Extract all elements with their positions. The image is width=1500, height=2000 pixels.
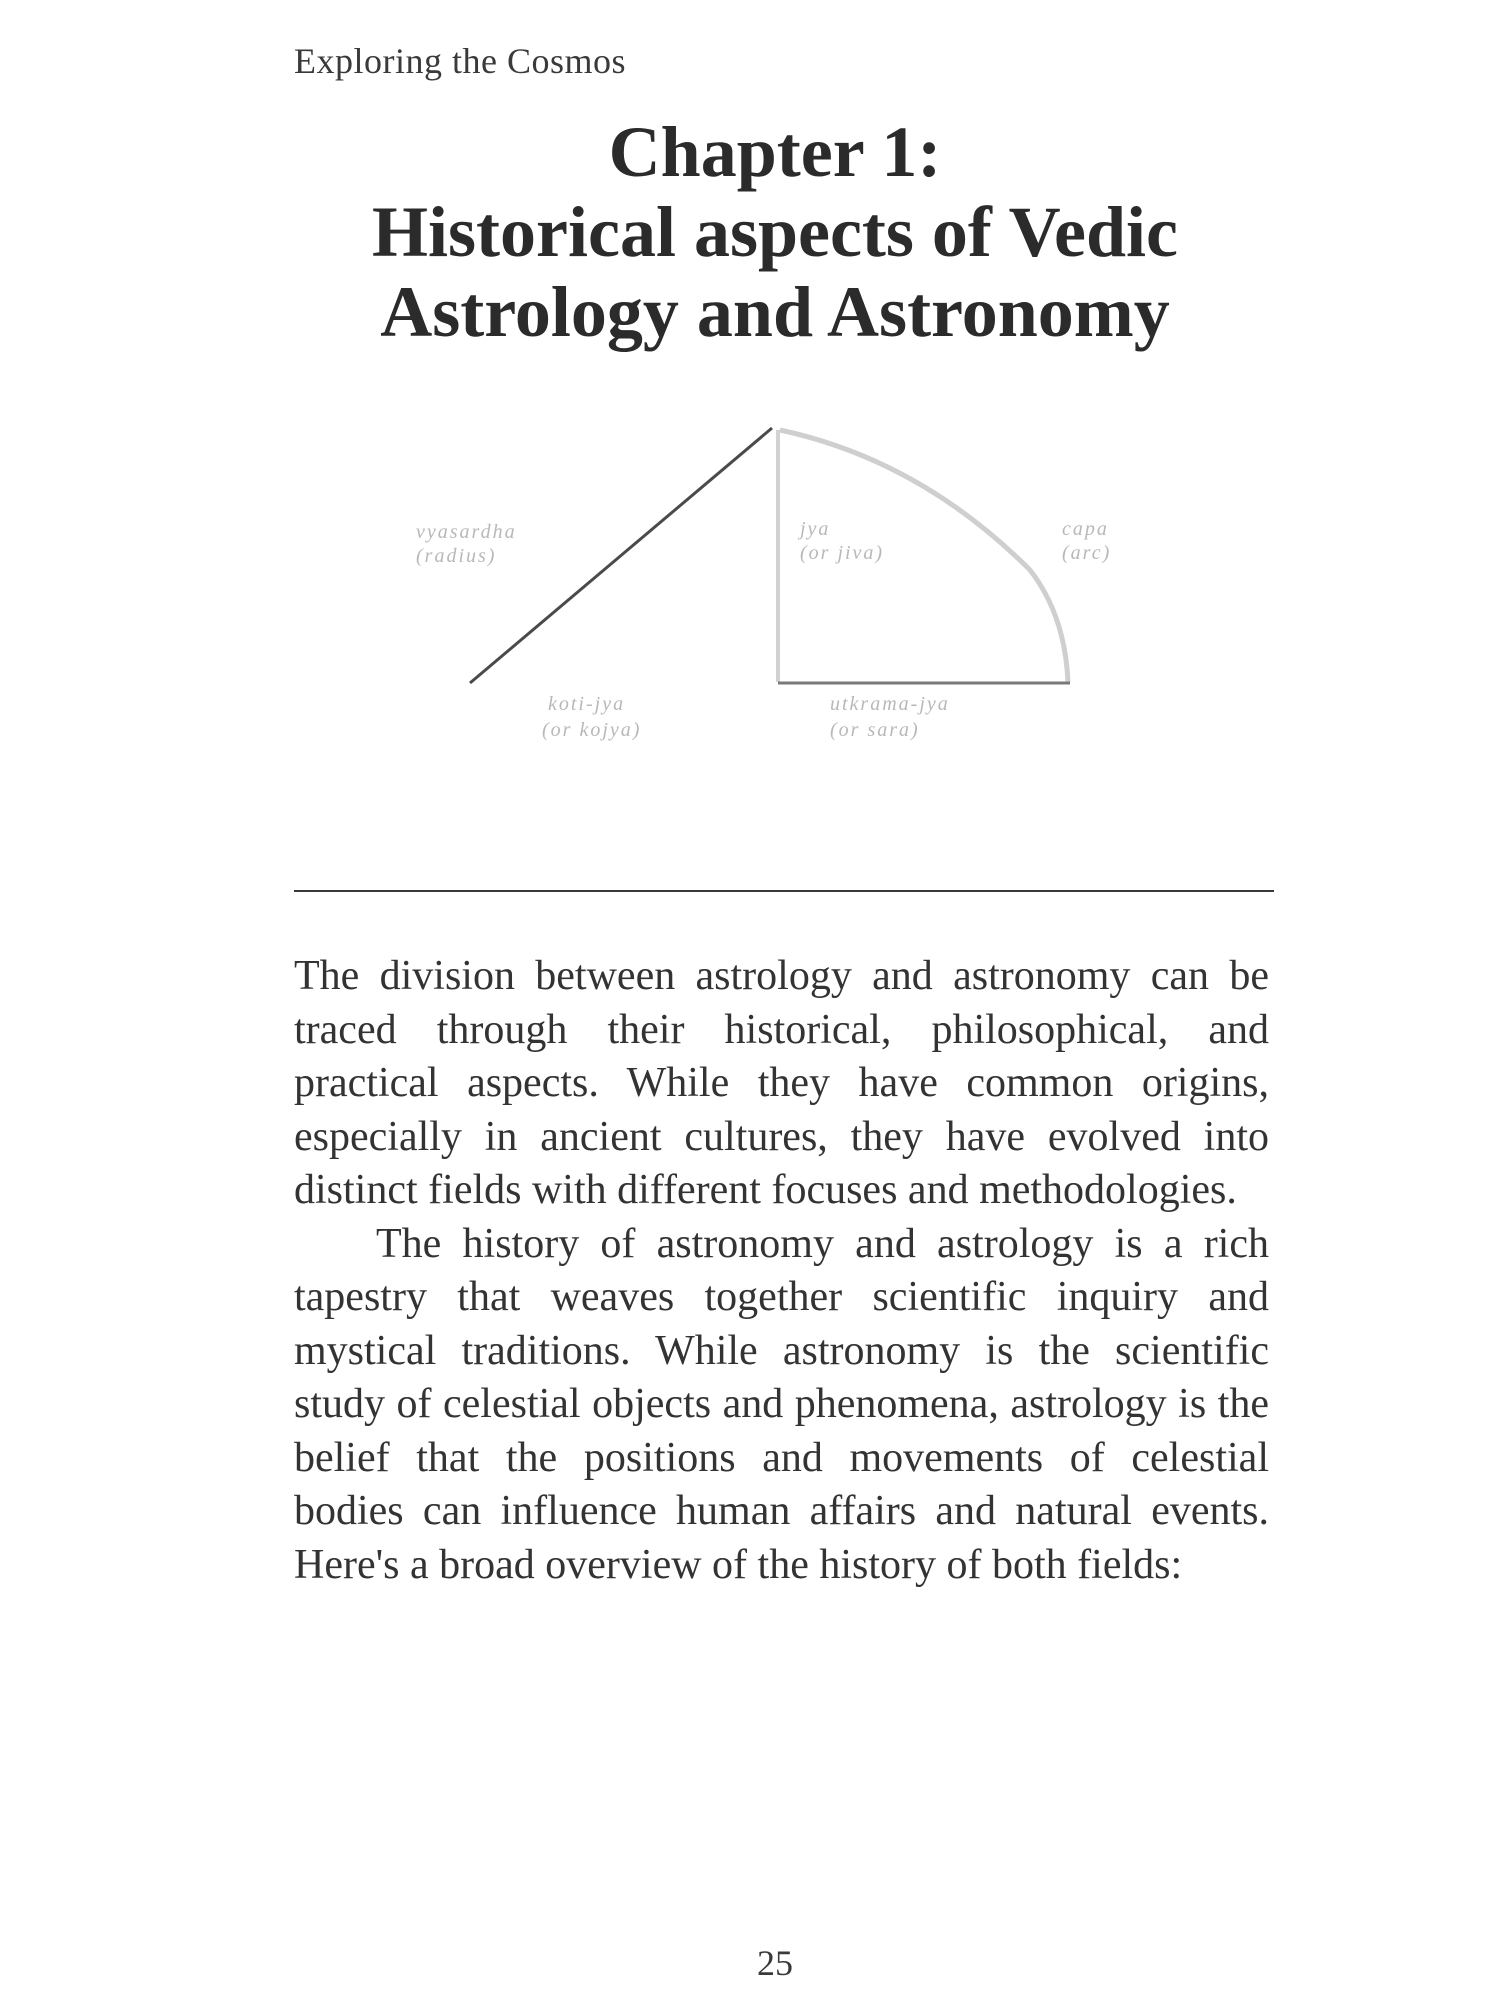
page-number: 25 [757,1943,793,1983]
running-header: Exploring the Cosmos [294,41,626,81]
body-text [294,950,1269,1592]
chapter-title-line-1: Chapter 1: [608,112,942,192]
section-divider [294,890,1274,892]
kotijya-term-label: koti-jya [548,693,626,715]
utkrama-gloss-label: (or sara) [830,719,920,741]
radius-line [470,428,772,683]
kotijya-gloss-label: (or kojya) [542,719,642,741]
trigonometry-diagram-svg [400,420,1140,750]
radius-gloss-label: (radius) [416,545,497,567]
paragraph-2: The history of astronomy and astrology is a rich tapestry that weaves together scientific inquiry and mystical traditions. While astronomy is the scientific study of celestial objects and phenomena, astrology is the belief that the positions and movements of celestial bodies can influence human affairs and natural events. Here's a broad overview of the history of both fields: [294,1220,1269,1588]
arc-gloss-label: (arc) [1062,542,1112,564]
trigonometry-diagram [400,420,1140,750]
jya-gloss-label: (or jiva) [800,542,885,564]
arc-term-label: capa [1062,518,1109,540]
chapter-title-line-3: Astrology and Astronomy [380,272,1170,352]
chapter-title [0,112,1500,352]
chapter-title-line-2: Historical aspects of Vedic [372,192,1178,272]
utkrama-term-label: utkrama-jya [830,693,950,715]
paragraph-1: The division between astrology and astronomy can be traced through their historical, philosophical, and practical aspects. While they have common origins, especially in ancient cultures, they have evolved into distinct fields with different focuses and methodologies. [294,953,1269,1213]
radius-term-label: vyasardha [416,521,517,543]
jya-term-label: jya [800,518,831,540]
